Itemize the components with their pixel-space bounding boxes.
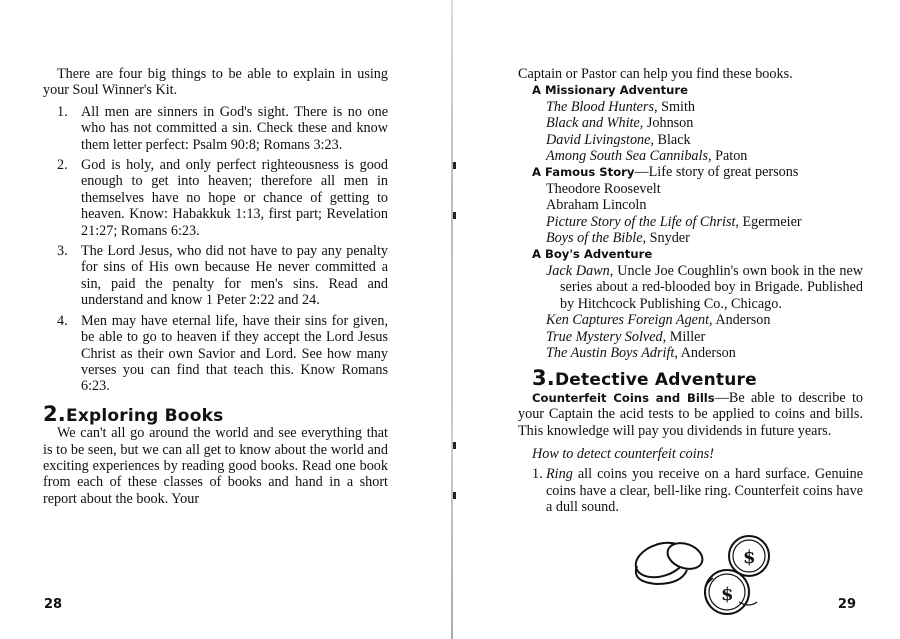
item-text: all coins you receive on a hard surface. Genuine coins have a clear, bell-like ring. Counterfeit coins have a dull sound. bbox=[546, 466, 863, 516]
book-title: The Austin Boys Adrift bbox=[546, 344, 675, 361]
book-author: , Snyder bbox=[642, 230, 690, 247]
book-entry bbox=[546, 214, 863, 230]
book-title: Boys of the Bible bbox=[546, 230, 643, 247]
page-number: 28 bbox=[44, 597, 63, 612]
item-number: 3. bbox=[57, 243, 68, 260]
book-author: , Egermeier bbox=[735, 213, 802, 230]
item-number: 1. bbox=[57, 103, 68, 120]
subheading: How to detect counterfeit coins! bbox=[532, 445, 715, 462]
book-description: , Uncle Joe Coughlin's own book in the new series about a red-blooded boy in Brigade. Published by Hitchcock Publishing Co., Chicago. bbox=[560, 262, 863, 312]
intro-paragraph: There are four big things to be able to explain in using your Soul Winner's Kit. bbox=[43, 66, 388, 99]
section-body bbox=[518, 390, 863, 439]
book-entry bbox=[546, 181, 863, 197]
book-title: Black and White bbox=[546, 115, 640, 132]
left-page-content bbox=[43, 66, 388, 507]
category-label: A Boy's Adventure bbox=[532, 247, 653, 262]
book-entry bbox=[546, 115, 863, 131]
page-gutter bbox=[451, 0, 453, 639]
book-title: Among South Sea Cannibals bbox=[546, 148, 708, 165]
lead-label: Counterfeit Coins and Bills bbox=[532, 390, 715, 405]
book-title: The Blood Hunters bbox=[546, 98, 654, 115]
category-heading bbox=[532, 82, 863, 98]
book-entry bbox=[546, 99, 863, 115]
item-text: The Lord Jesus, who did not have to pay any penalty for sins of His own because He never committed a sin, paid the penalty for men's sins. Read and understand and know 1 Peter 2:22 and 24. bbox=[81, 243, 388, 309]
right-page-content bbox=[518, 66, 863, 516]
book-entry bbox=[546, 197, 863, 213]
item-number: 2. bbox=[57, 157, 68, 174]
item-text: All men are sinners in God's sight. There is no one who has not committed a sin. Check these and know them letter perfect: Psalm 90:8; Romans 3:23. bbox=[81, 103, 388, 153]
section-title: Exploring Books bbox=[66, 405, 224, 426]
coin-dollar-sign: $ bbox=[743, 547, 756, 568]
list-item bbox=[43, 104, 388, 153]
item-number: 1. bbox=[532, 466, 543, 483]
book-entry bbox=[546, 329, 863, 345]
book-author: , Smith bbox=[653, 98, 695, 115]
section-body: We can't all go around the world and see everything that is to be seen, but we can all get to know about the world and exciting experiences by reading good books. Read one book from each of these classes of books and hand in a short report about the book. Your bbox=[43, 425, 388, 507]
section-heading-detective-adventure bbox=[532, 366, 863, 391]
category-description: —Life story of great persons bbox=[634, 164, 799, 181]
book-author: , Anderson bbox=[674, 344, 736, 361]
book-entry bbox=[546, 230, 863, 246]
book-author: , Paton bbox=[707, 148, 748, 165]
page-number: 29 bbox=[837, 597, 856, 612]
book-author: , Johnson bbox=[639, 115, 694, 132]
coins-icon bbox=[619, 518, 789, 628]
list-item bbox=[43, 313, 388, 395]
book-title: Jack Dawn bbox=[546, 262, 610, 279]
list-item bbox=[518, 466, 863, 515]
section-heading-exploring-books bbox=[43, 401, 388, 426]
book-author: , Miller bbox=[662, 328, 706, 345]
book-author: Theodore Roosevelt bbox=[546, 180, 661, 197]
book-entry bbox=[546, 312, 863, 328]
book-title: Picture Story of the Life of Christ bbox=[546, 213, 736, 230]
book-author: , Anderson bbox=[709, 312, 771, 329]
book-author: Abraham Lincoln bbox=[546, 197, 647, 214]
item-text: Men may have eternal life, have their sins for given, be able to go to heaven if they accept the Lord Jesus Christ as their own Savior and Lord. See how many verses you can find that teach this. Know Romans 6:23. bbox=[81, 312, 388, 395]
book-entry bbox=[546, 263, 863, 312]
item-number: 4. bbox=[57, 312, 68, 329]
item-text: God is holy, and only perfect righteousness is good enough to get into heaven; therefore all men in themselves have no hope or chance of getting to heaven. Know: Habakkuk 1:13, first part; Revelation 21:27; Romans 6:23. bbox=[81, 157, 388, 239]
category-label: A Famous Story bbox=[532, 165, 635, 180]
coin-dollar-sign: $ bbox=[721, 584, 734, 605]
lead-line: Captain or Pastor can help you find these books. bbox=[518, 66, 793, 82]
section-title: Detective Adventure bbox=[555, 370, 757, 391]
section-number: 3. bbox=[532, 366, 555, 391]
book-title: Ken Captures Foreign Agent bbox=[546, 312, 710, 329]
item-emphasis: Ring bbox=[546, 466, 573, 483]
category-label: A Missionary Adventure bbox=[532, 83, 688, 98]
book-title: David Livingstone bbox=[546, 131, 651, 148]
book-author: , Black bbox=[650, 131, 691, 148]
category-heading bbox=[532, 164, 863, 180]
category-heading bbox=[532, 246, 863, 262]
points-list bbox=[43, 104, 388, 395]
section-number: 2. bbox=[43, 401, 66, 426]
right-page bbox=[454, 0, 900, 639]
list-item bbox=[43, 243, 388, 309]
lead-text: —Be able to describe to your Captain the acid tests to be applied to coins and bills. This knowledge will pay you dividends in future years. bbox=[518, 389, 863, 439]
book-title: True Mystery Solved bbox=[546, 328, 663, 345]
book-entry bbox=[546, 132, 863, 148]
list-item bbox=[43, 157, 388, 239]
book-entry bbox=[546, 345, 863, 361]
book-entry bbox=[546, 148, 863, 164]
